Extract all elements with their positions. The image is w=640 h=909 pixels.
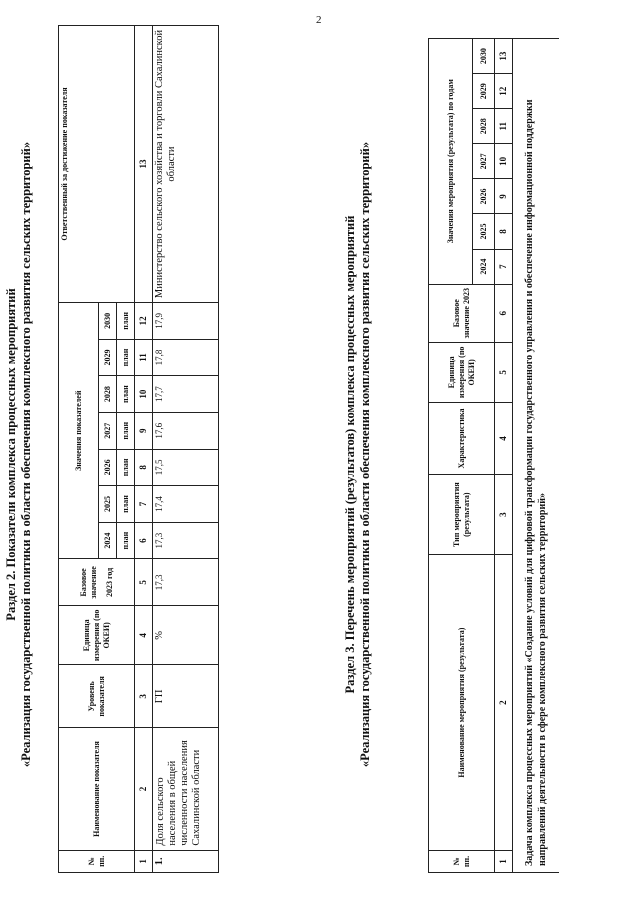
s2-col-number: 8: [135, 449, 153, 486]
s2-plan-label: план: [117, 303, 135, 340]
section2-table: [58, 25, 219, 873]
s2-col-number: 10: [135, 376, 153, 413]
s2-header-base-label: Базовое значение: [78, 566, 98, 599]
section3-title: Раздел 3. Перечень мероприятий (результатов) комплекса процессных мероприятий: [343, 215, 357, 694]
s2-header-responsible: Ответственный за достижение показателя: [59, 26, 135, 303]
s2-col-number: 7: [135, 486, 153, 523]
s2-row-base: 17,3: [153, 559, 219, 606]
s2-year: 2024: [99, 522, 117, 559]
s2-plan-label: план: [117, 486, 135, 523]
s2-col-number: 4: [135, 606, 153, 665]
s3-col-number: 10: [495, 144, 513, 179]
s2-col-number: 12: [135, 303, 153, 340]
s2-row-value: 17,3: [153, 522, 219, 559]
s2-year: 2026: [99, 449, 117, 486]
s3-header-num: № пп.: [429, 850, 495, 872]
s3-year: 2026: [473, 179, 495, 214]
s3-col-number: 4: [495, 402, 513, 474]
s3-col-number: 3: [495, 475, 513, 555]
s2-year: 2028: [99, 376, 117, 413]
s3-header-base: Базовое значение 2023: [429, 284, 495, 342]
s2-row-unit: %: [153, 606, 219, 665]
s3-header-name: Наименование мероприятия (результата): [429, 555, 495, 851]
s2-header-level: Уровень показателя: [59, 665, 135, 728]
s3-col-number: 12: [495, 74, 513, 109]
s2-header-base-year: 2023 год: [104, 567, 114, 598]
s2-plan-label: план: [117, 376, 135, 413]
s2-col-number: 9: [135, 412, 153, 449]
s2-row-value: 17,8: [153, 339, 219, 376]
s3-header-values: Значения мероприятия (результата) по годам: [429, 39, 473, 285]
s3-col-number: 7: [495, 249, 513, 284]
s2-row-num: 1.: [153, 850, 219, 872]
s3-header-type: Тип мероприятия (результата): [429, 475, 495, 555]
s2-header-name: Наименование показателя: [59, 728, 135, 850]
s2-plan-label: план: [117, 339, 135, 376]
section2-subtitle: «Реализация государственной политики в области обеспечения комплексного развития сельских территорий»: [19, 141, 33, 768]
s2-row-name: Доля сельского населения в общей численности населения Сахалинской области: [153, 728, 219, 850]
s2-row-responsible: Министерство сельского хозяйства и торговли Сахалинской области: [153, 26, 219, 303]
s3-task-row: Задача комплекса процессных мероприятий «Создание условий для цифровой трансформации государственного управления и обеспечение информационной поддержки направлений деятельности в сфере комплексного развития сельских территорий»: [513, 39, 559, 873]
section3-table: [428, 38, 559, 873]
s2-col-number: 6: [135, 522, 153, 559]
s2-row-level: ГП: [153, 665, 219, 728]
s3-col-number: 8: [495, 214, 513, 249]
s3-year: 2030: [473, 39, 495, 74]
s3-col-number: 1: [495, 850, 513, 872]
section3-subtitle: «Реализация государственной политики в области обеспечения комплексного развития сельских территорий»: [358, 141, 372, 768]
s3-header-characteristic: Характеристика: [429, 402, 495, 474]
s3-col-number: 13: [495, 39, 513, 74]
s2-col-number: 1: [135, 850, 153, 872]
s2-year: 2025: [99, 486, 117, 523]
s2-header-values: Значения показателей: [59, 303, 99, 559]
s3-col-number: 9: [495, 179, 513, 214]
s2-header-num: № пп.: [59, 850, 135, 872]
s2-plan-label: план: [117, 449, 135, 486]
s2-header-unit: Единица измерения (по ОКЕИ): [59, 606, 135, 665]
s2-row-value: 17,7: [153, 376, 219, 413]
s3-col-number: 5: [495, 342, 513, 402]
s2-row-value: 17,9: [153, 303, 219, 340]
s2-row-value: 17,5: [153, 449, 219, 486]
s2-col-number: 3: [135, 665, 153, 728]
s2-year: 2030: [99, 303, 117, 340]
s2-col-number: 5: [135, 559, 153, 606]
s2-col-number: 13: [135, 26, 153, 303]
s3-year: 2025: [473, 214, 495, 249]
s3-col-number: 2: [495, 555, 513, 851]
s3-col-number: 11: [495, 109, 513, 144]
s3-year: 2027: [473, 144, 495, 179]
s3-year: 2028: [473, 109, 495, 144]
s3-year: 2029: [473, 74, 495, 109]
s2-year: 2029: [99, 339, 117, 376]
s2-row-value: 17,4: [153, 486, 219, 523]
s2-header-base: [59, 559, 135, 606]
page-number: 2: [316, 14, 322, 26]
s2-year: 2027: [99, 412, 117, 449]
s3-year: 2024: [473, 249, 495, 284]
s3-header-unit: Единица измерения (по ОКЕИ): [429, 342, 495, 402]
s2-col-number: 11: [135, 339, 153, 376]
s2-row-value: 17,6: [153, 412, 219, 449]
s2-col-number: 2: [135, 728, 153, 850]
s3-col-number: 6: [495, 284, 513, 342]
s2-plan-label: план: [117, 522, 135, 559]
section2-title: Раздел 2. Показатели комплекса процессных мероприятий: [4, 288, 18, 621]
s2-plan-label: план: [117, 412, 135, 449]
